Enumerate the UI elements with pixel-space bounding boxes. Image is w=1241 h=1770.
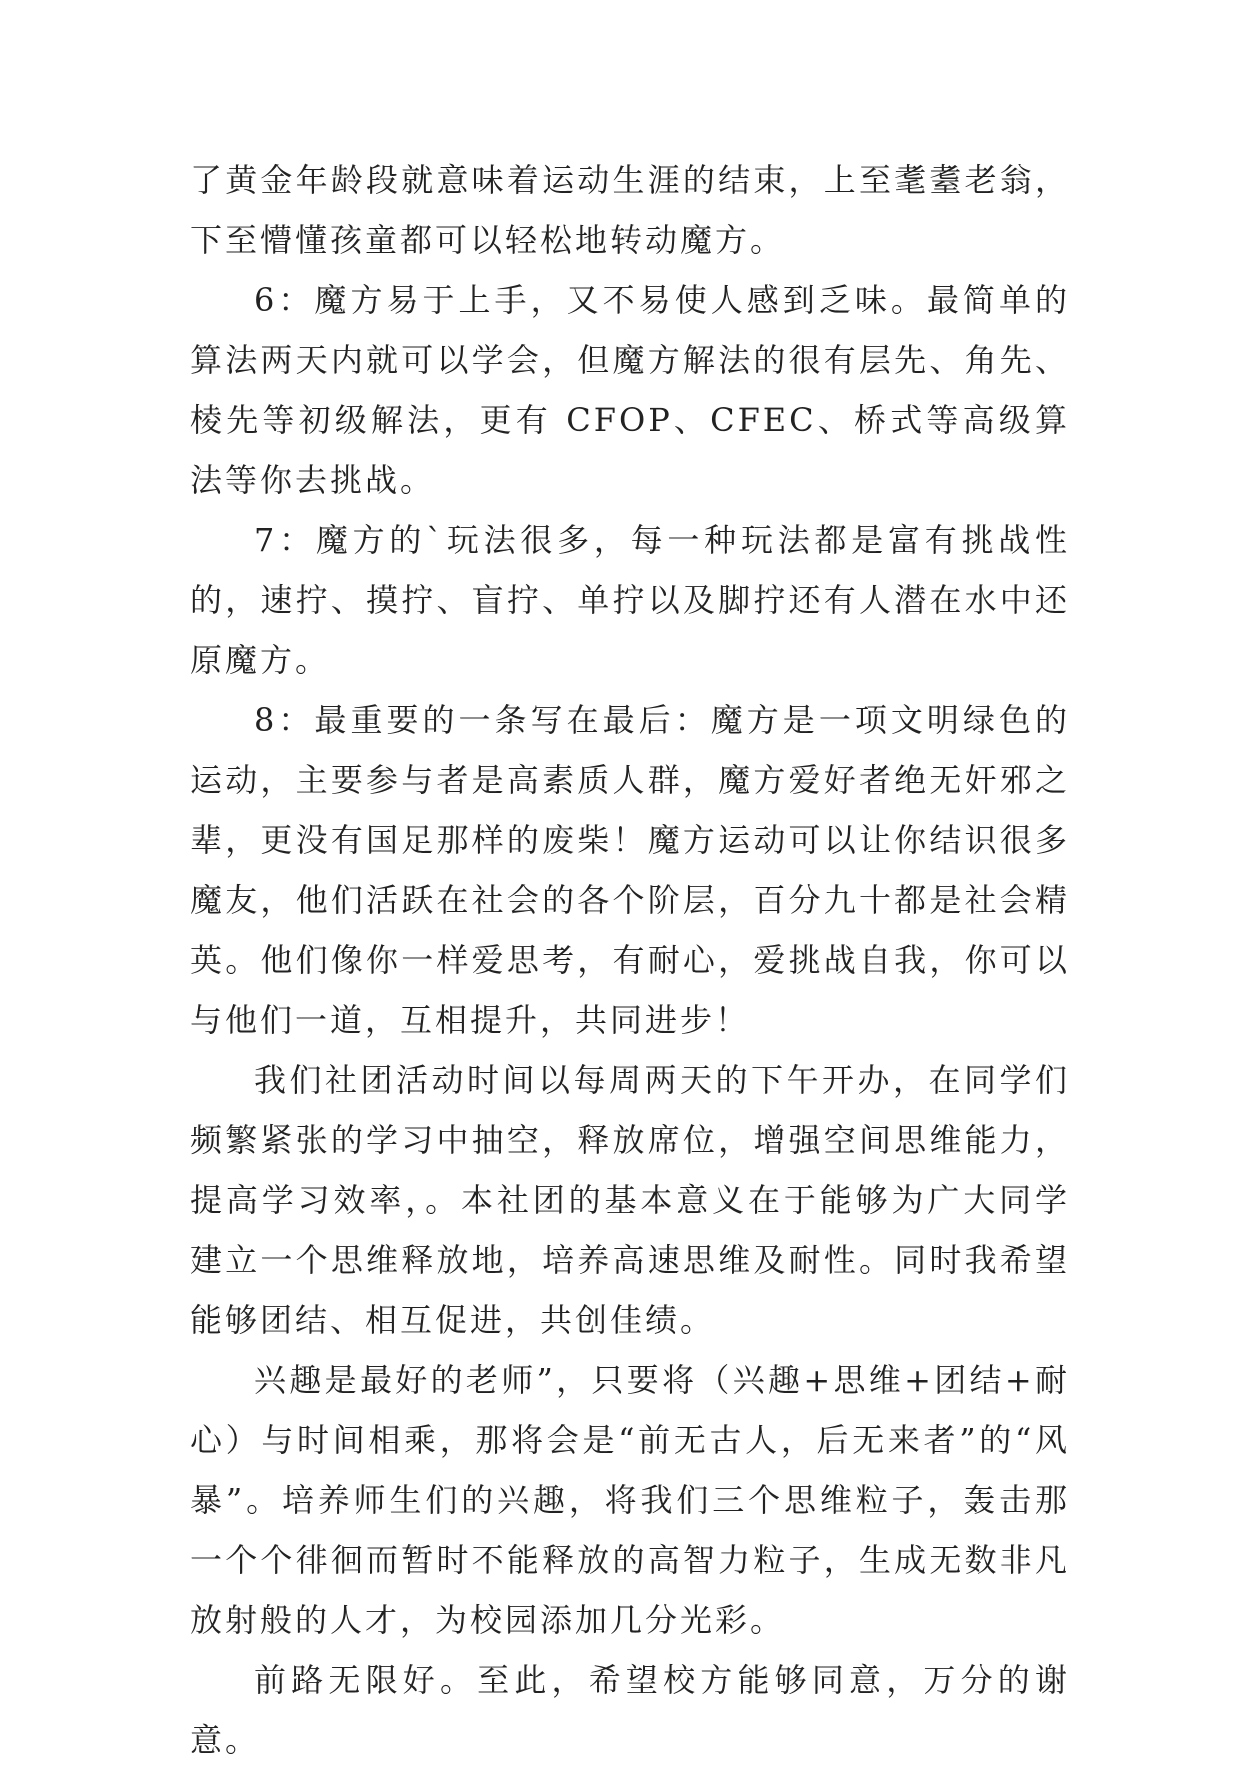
- paragraph-interest: 兴趣是最好的老师”，只要将（兴趣+思维+团结+耐心）与时间相乘，那将会是“前无古人，后无来者”的“风暴”。培养师生们的兴趣，将我们三个思维粒子，轰击那一个个徘徊而暂时不能释放的高智力粒子，生成无数非凡放射般的人才，为校园添加几分光彩。: [190, 1361, 1070, 1639]
- paragraph-point-7: 7：魔方的`玩法很多，每一种玩法都是富有挑战性的，速拧、摸拧、盲拧、单拧以及脚拧还有人潜在水中还原魔方。: [190, 521, 1070, 679]
- paragraph-activity-time: 我们社团活动时间以每周两天的下午开办，在同学们频繁紧张的学习中抽空，释放席位，增强空间思维能力，提高学习效率，。本社团的基本意义在于能够为广大同学建立一个思维释放地，培养高速思维及耐性。同时我希望能够团结、相互促进，共创佳绩。: [190, 1061, 1070, 1339]
- paragraph-continuation: 了黄金年龄段就意味着运动生涯的结束，上至耄耋老翁，下至懵懂孩童都可以轻松地转动魔方。: [190, 161, 1070, 259]
- paragraph-point-8: 8：最重要的一条写在最后：魔方是一项文明绿色的运动，主要参与者是高素质人群，魔方爱好者绝无奸邪之辈，更没有国足那样的废柴！魔方运动可以让你结识很多魔友，他们活跃在社会的各个阶层，百分九十都是社会精英。他们像你一样爱思考，有耐心，爱挑战自我，你可以与他们一道，互相提升，共同进步！: [190, 701, 1070, 1039]
- paragraph-point-6: 6：魔方易于上手，又不易使人感到乏味。最简单的算法两天内就可以学会，但魔方解法的很有层先、角先、棱先等初级解法，更有 CFOP、CFEC、桥式等高级算法等你去挑战。: [190, 281, 1070, 499]
- document-body: [190, 150, 1070, 1770]
- paragraph-closing: 前路无限好。至此，希望校方能够同意，万分的谢意。: [190, 1661, 1070, 1759]
